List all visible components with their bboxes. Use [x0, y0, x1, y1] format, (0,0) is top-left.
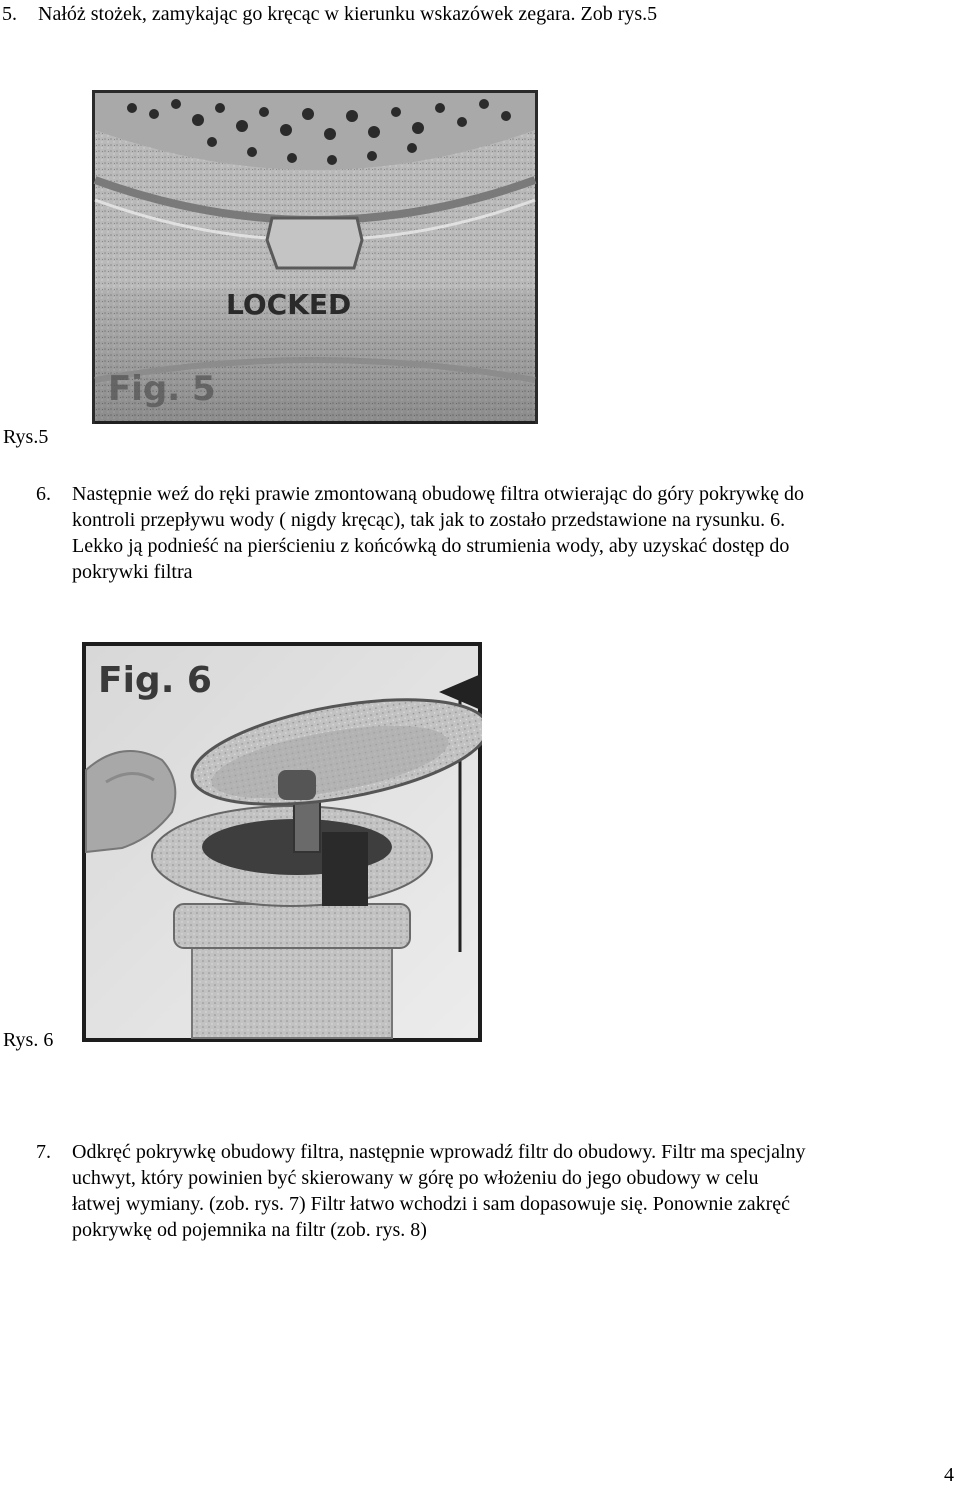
figure-5-photo — [92, 90, 538, 424]
page-number: 4 — [944, 1464, 954, 1486]
figure-6-caption: Rys. 6 — [3, 1029, 54, 1051]
step-6-line: Następnie weź do ręki prawie zmontowaną obudowę filtra otwierając do góry pokrywkę do — [72, 483, 804, 505]
figure-6-image — [82, 642, 482, 1042]
figure-6-photo — [82, 642, 482, 1042]
fig-5-label: Fig. 5 — [108, 369, 216, 409]
step-7-line: Odkręć pokrywkę obudowy filtra, następnie wprowadź filtr do obudowy. Filtr ma specjalny — [72, 1141, 806, 1163]
step-5-text: Nałóż stożek, zamykając go kręcąc w kierunku wskazówek zegara. Zob rys.5 — [38, 3, 658, 25]
locked-label: LOCKED — [226, 288, 352, 321]
step-7-line: pokrywkę od pojemnika na filtr (zob. rys. 8) — [72, 1219, 427, 1241]
step-5-marker: 5. — [2, 3, 17, 25]
step-7-marker: 7. — [36, 1141, 51, 1163]
step-6-marker: 6. — [36, 483, 51, 505]
step-7 — [36, 1139, 952, 1243]
figure-5-caption: Rys.5 — [3, 426, 49, 448]
fig-6-label: Fig. 6 — [98, 660, 212, 701]
figure-5-image — [92, 90, 538, 424]
step-6 — [36, 481, 952, 585]
step-7-line: łatwej wymiany. (zob. rys. 7) Filtr łatwo wchodzi i sam dopasowuje się. Ponownie zakręć — [72, 1193, 790, 1215]
step-6-line: Lekko ją podnieść na pierścieniu z końcówką do strumienia wody, aby uzyskać dostęp do — [72, 535, 790, 557]
step-6-line: pokrywki filtra — [72, 561, 193, 583]
step-5 — [2, 1, 938, 27]
step-6-line: kontroli przepływu wody ( nigdy kręcąc), tak jak to zostało przedstawione na rysunku. 6. — [72, 509, 786, 531]
step-7-line: uchwyt, który powinien być skierowany w górę po włożeniu do jego obudowy w celu — [72, 1167, 759, 1189]
